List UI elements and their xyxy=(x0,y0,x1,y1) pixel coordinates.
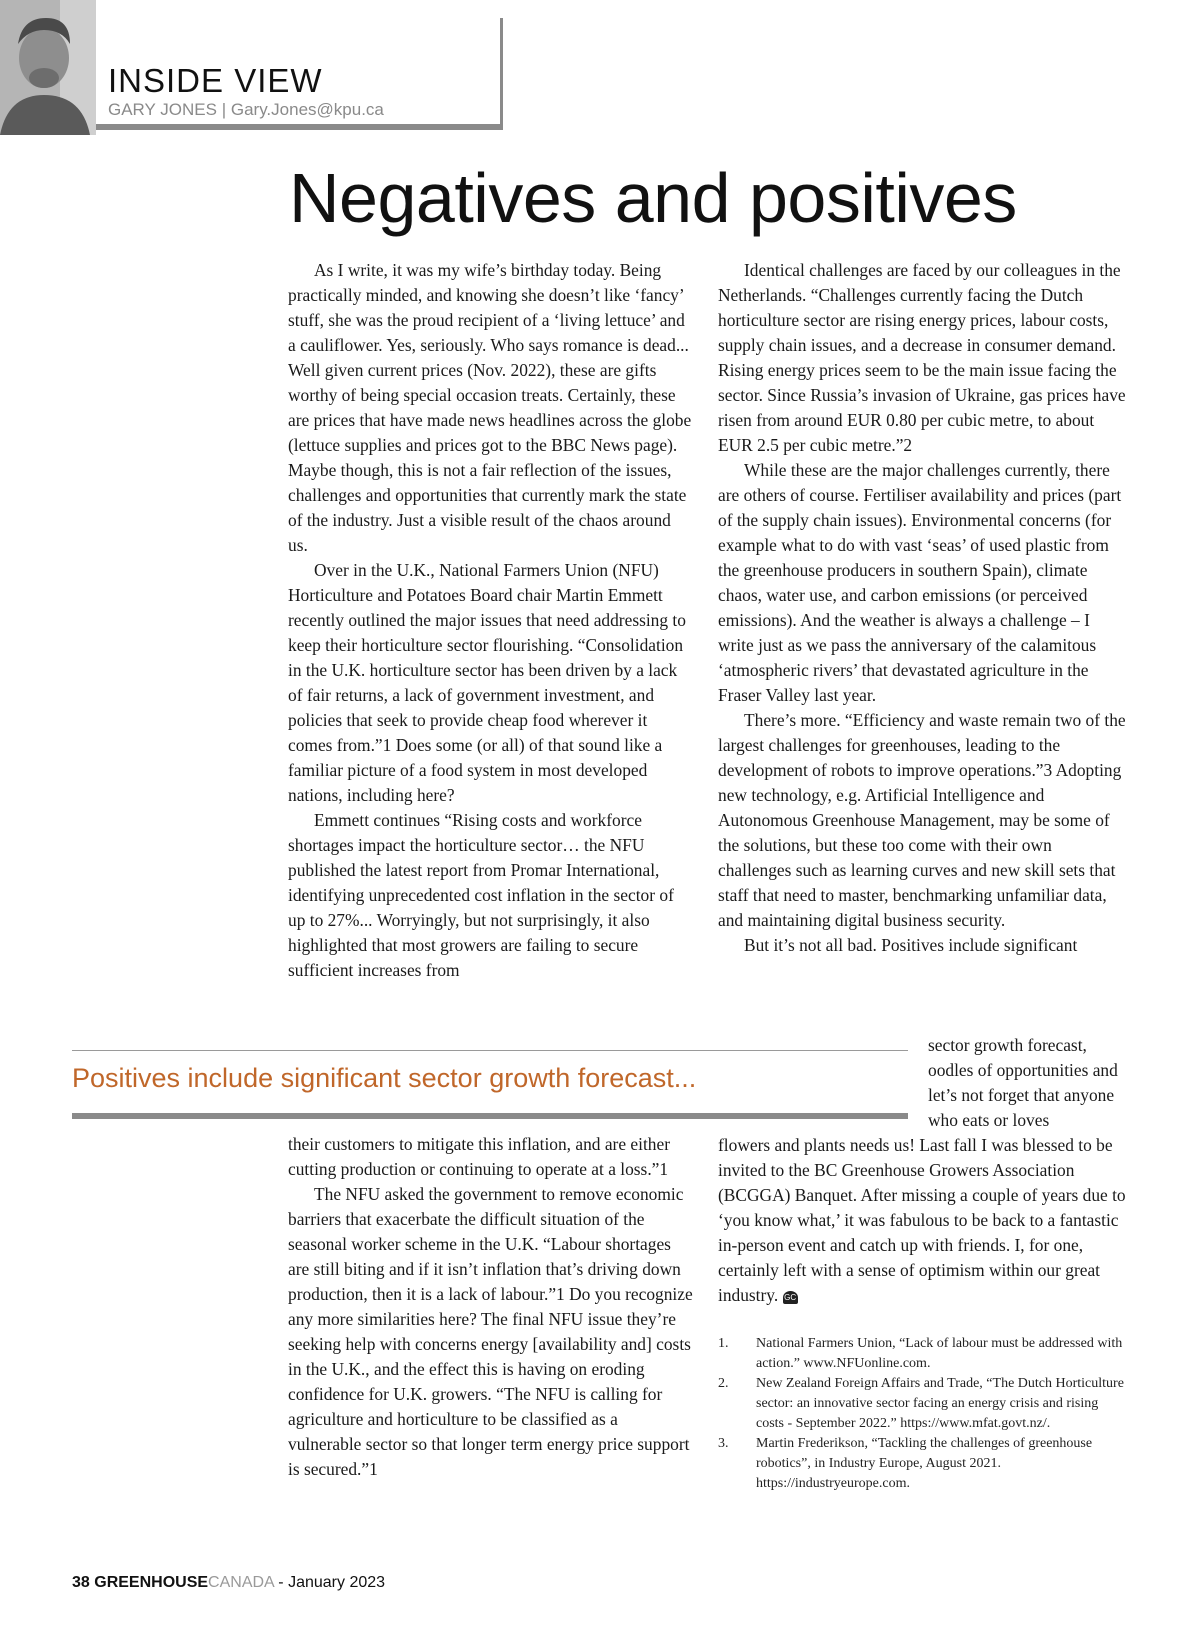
byline xyxy=(108,101,384,118)
footnotes xyxy=(718,1334,1128,1494)
column-1-bottom xyxy=(288,1132,693,1482)
footnote xyxy=(718,1434,1128,1494)
paragraph: The NFU asked the government to remove economic barriers that exacerbate the difficult situation of the seasonal worker scheme in the U.K. “Labour shortages are still biting and if it isn’t inflation that’s driving down production, then it is a lack of labour.”1 Do you recognize any more similarities here? The final NFU issue they’re seeking help with concerns energy [availability and] costs in the U.K., and the effect this is having on eroding confidence for U.K. growers. “The NFU is calling for agriculture and horticulture to be classified as a vulnerable sector so that longer term energy price support is secured.”1 xyxy=(288,1184,693,1479)
author-photo xyxy=(0,0,96,135)
article-title: Negatives and positives xyxy=(289,159,1017,237)
footnote-text: New Zealand Foreign Affairs and Trade, “The Dutch Horticulture sector: an innovative sector facing an energy crisis and rising costs - September 2022.” https://www.mfat.govt.nz/. xyxy=(756,1376,1124,1431)
paragraph: Over in the U.K., National Farmers Union (NFU) Horticulture and Potatoes Board chair Martin Emmett recently outlined the major issues that need addressing to keep their horticulture sector flourishing. “Consolidation in the U.K. horticulture sector has been driven by a lack of fair returns, a lack of government investment, and policies that seek to provide cheap food wherever it comes from.”1 Does some (or all) of that sound like a familiar picture of a food system in most developed nations, including here? xyxy=(288,560,686,805)
paragraph: There’s more. “Efficiency and waste remain two of the largest challenges for greenhouses, leading to the development of robots to improve operations.”3 Adopting new technology, e.g. Artificial Intelligence and Autonomous Greenhouse Management, may be some of the solutions, but these too come with their own challenges such as learning curves and new skill sets that staff that need to master, benchmarking unfamiliar data, and maintaining digital business security. xyxy=(718,710,1126,930)
pullquote: Positives include significant sector growth forecast... xyxy=(72,1063,697,1093)
issue-date: - January 2023 xyxy=(278,1574,386,1591)
footnote-number: 1. xyxy=(718,1336,729,1351)
paragraph: Identical challenges are faced by our colleagues in the Netherlands. “Challenges currently facing the Dutch horticulture sector are rising energy prices, labour costs, supply chain issues, and a decrease in consumer demand. Rising energy prices seem to be the main issue facing the sector. Since Russia’s invasion of Ukraine, gas prices have risen from around EUR 0.80 per cubic metre, to about EUR 2.5 per cubic metre.”2 xyxy=(718,260,1126,455)
paragraph: Emmett continues “Rising costs and workforce shortages impact the horticulture sector… the NFU published the latest report from Promar International, identifying unprecedented cost inflation in the sector of up to 27%... Worryingly, but not surprisingly, it also highlighted that most growers are failing to secure sufficient increases from xyxy=(288,810,674,980)
paragraph: As I write, it was my wife’s birthday today. Being practically minded, and knowing she doesn’t like ‘fancy’ stuff, she was the proud recipient of a ‘living lettuce’ and a cauliflower. Yes, seriously. Who says romance is dead... Well given current prices (Nov. 2022), these are gifts worthy of being special occasion treats. Certainly, these are prices that have made news headlines across the globe (lettuce supplies and prices got to the BBC News page). Maybe though, this is not a fair reflection of the issues, challenges and opportunities that currently mark the state of the industry. Just a visible result of the chaos around us. xyxy=(288,260,692,555)
footnote-number: 3. xyxy=(718,1436,729,1451)
column-2-bottom xyxy=(718,1133,1128,1308)
byline-separator: | xyxy=(221,100,227,119)
footnote-number: 2. xyxy=(718,1376,729,1391)
column-2-top xyxy=(718,258,1128,958)
magazine-brand: GREENHOUSE xyxy=(94,1574,209,1591)
page-number: 38 xyxy=(72,1574,90,1591)
footnote-text: National Farmers Union, “Lack of labour must be addressed with action.” www.NFUonline.com. xyxy=(756,1336,1123,1371)
paragraph: their customers to mitigate this inflation, and are either cutting production or continuing to operate at a loss.”1 xyxy=(288,1134,670,1179)
wrapped-text: sector growth forecast, oodles of opportunities and let’s not forget that anyone who eats or loves xyxy=(928,1035,1118,1130)
page-footer xyxy=(72,1574,385,1592)
paragraph: flowers and plants needs us! Last fall I was blessed to be invited to the BC Greenhouse Growers Association (BCGGA) Banquet. After missing a couple of years due to ‘you know what,’ it was fabulous to be back to a fantastic in-person event and catch up with friends. I, for one, certainly left with a sense of optimism within our great industry. xyxy=(718,1135,1126,1305)
author-portrait xyxy=(0,0,96,135)
author-name: GARY JONES xyxy=(108,100,217,119)
section-label: INSIDE VIEW xyxy=(108,62,323,99)
paragraph: But it’s not all bad. Positives include significant xyxy=(744,935,1078,955)
footnote xyxy=(718,1374,1128,1434)
magazine-brand-suffix: CANADA xyxy=(208,1574,274,1591)
footnote-text: Martin Frederikson, “Tackling the challenges of greenhouse robotics”, in Industry Europe, August 2021. https://industryeurope.com. xyxy=(756,1436,1093,1491)
column-2-wrap xyxy=(718,1033,1128,1133)
paragraph: While these are the major challenges currently, there are others of course. Fertiliser availability and prices (part of the supply chain issues). Environmental concerns (for example what to do with vast ‘seas’ of used plastic from the greenhouse producers in southern Spain), climate chaos, water use, and carbon emissions (or perceived emissions). And the weather is always a challenge – I write just as we pass the anniversary of the calamitous ‘atmospheric rivers’ that devastated agriculture in the Fraser Valley last year. xyxy=(718,460,1122,705)
column-1-top xyxy=(288,258,693,983)
end-mark-icon: GC xyxy=(784,1292,797,1302)
footnote xyxy=(718,1334,1128,1374)
author-email[interactable]: Gary.Jones@kpu.ca xyxy=(230,100,384,119)
